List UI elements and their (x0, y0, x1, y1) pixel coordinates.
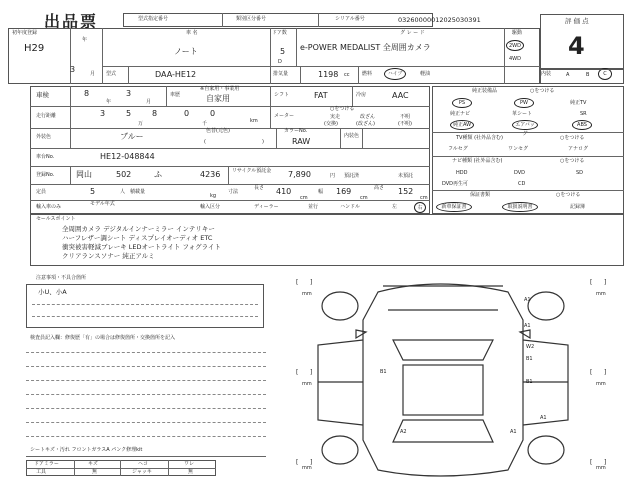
category-no-label: 類別区分番号 (236, 16, 267, 22)
height-unit: cm (420, 195, 428, 201)
damage-mark-1: A1 (524, 297, 531, 303)
model-year-label: モデル年式 (90, 201, 115, 207)
height-label: 高さ (374, 185, 385, 191)
import-dealer[interactable]: ディーラー (254, 204, 279, 210)
docs-record[interactable]: 記録簿 (570, 204, 586, 210)
svg-text:[: [ (296, 459, 299, 466)
mileage-digit-2: 5 (126, 109, 132, 118)
displacement-value: 1198 (318, 70, 339, 79)
damage-mark-8: A2 (400, 429, 407, 435)
chassis-label: 車台No. (36, 154, 55, 160)
inspection-label: 車検 (36, 91, 49, 99)
car-name-label: 車 名 (186, 30, 198, 36)
doors-suffix: D (278, 59, 282, 65)
import-only-label: 輸入車のみ (36, 204, 62, 210)
unit-mm-2: mm (596, 291, 606, 297)
tv-label: TV種類 (社外品含む) (456, 135, 503, 141)
meter-sub-3: (不明) (398, 121, 412, 127)
svg-text:]: ] (604, 369, 607, 376)
damage-mark-4: B1 (526, 356, 533, 362)
svg-text:]: ] (604, 279, 607, 286)
interior-label: 内装 (541, 71, 552, 77)
tv-note: ○をつける (560, 135, 585, 141)
docs-note: ○をつける (556, 192, 581, 198)
navi-dvd-play[interactable]: DVD再生可 (442, 181, 469, 187)
std-equip-note: ○をつける (530, 88, 555, 94)
usage-label: 車歴 (170, 92, 181, 98)
meter-sub-2: (改ざん) (356, 121, 375, 127)
reg-class: 502 (116, 170, 132, 179)
legend-h2: キズ (88, 461, 98, 467)
recycle-status[interactable]: 預託済 (344, 173, 360, 179)
grade-points: 4 (568, 32, 585, 60)
inspection-month: 3 (126, 89, 132, 98)
meter-mark-note: ○をつける (330, 106, 355, 112)
grade-value: e-POWER MEDALIST 全周囲カメラ (300, 43, 431, 52)
damage-mark-6: B1 (526, 379, 533, 385)
mileage-unit-sen: 千 (202, 121, 208, 127)
form-title: 出品票 (44, 12, 99, 31)
legend-h1: ドアミラー (34, 461, 59, 467)
load-unit: kg (210, 193, 217, 199)
color-change-open: ( (204, 139, 206, 145)
legend-h4: ワレ (184, 461, 195, 467)
colorno-label: カラーNo. (284, 128, 308, 134)
sales-line-3: 衝突被害軽減ブレーキ LEDオートライト フォグライト (62, 243, 221, 251)
dims-label: 寸法 (228, 189, 239, 195)
legend-v4: 無 (188, 469, 194, 475)
color-value: ブルー (120, 132, 144, 141)
navi-sd[interactable]: SD (576, 170, 584, 176)
first-reg-label: 初年度登録 (12, 30, 38, 36)
unit-mm-4: mm (596, 381, 606, 387)
legend-v2: 無 (92, 469, 98, 475)
reg-region: 岡山 (76, 170, 92, 179)
sales-line-4: クリアランスソナー 純正アルミ (62, 252, 155, 260)
mileage-unit: km (250, 118, 258, 124)
equip-std-tv[interactable]: 純正TV (570, 100, 587, 106)
mileage-digit-3: 8 (152, 109, 158, 118)
equip-airbag[interactable]: エアバッグ (512, 120, 538, 130)
navi-note: ○をつける (560, 158, 585, 164)
handle-right[interactable]: 右 (414, 202, 426, 213)
dealer-no-label: 型式指定番号 (138, 16, 169, 22)
model-label: 型式 (106, 71, 117, 77)
damage-mark-3: W2 (526, 344, 535, 350)
equip-abs[interactable]: ABS (572, 120, 592, 130)
legend-h3: ヘコ (138, 461, 149, 467)
reg-kana: ふ (154, 170, 162, 179)
svg-text:[: [ (590, 369, 593, 376)
grade-points-label: 評 価 点 (565, 17, 589, 25)
capacity-label: 定員 (36, 189, 47, 195)
equip-leather[interactable]: 革シート (512, 111, 533, 117)
displacement-label: 排気量 (273, 71, 289, 77)
fuel-hybrid[interactable]: ハイブ (384, 68, 406, 80)
inspection-year: 8 (84, 89, 90, 98)
docs-warranty[interactable]: 新車保証書 (436, 202, 472, 212)
mileage-digit-1: 3 (100, 109, 106, 118)
interior-c[interactable]: C (598, 68, 612, 80)
shift-value: FAT (314, 91, 328, 100)
color-change-close: ) (262, 139, 264, 145)
grade-label: グ レ ー ド (400, 30, 425, 36)
meter-tampered[interactable]: 改ざん (360, 114, 376, 120)
interior-color-label: 内装色 (344, 133, 360, 139)
doors-label: ドア数 (272, 30, 287, 36)
bottom-notes: シートキズ・汚れ フロントガラスA パンク修理kit (30, 447, 143, 453)
handle-left[interactable]: 左 (392, 204, 398, 210)
drive-4wd[interactable]: 4WD (509, 56, 521, 62)
color-label: 外装色 (36, 134, 52, 140)
aircon-label: 冷房 (356, 92, 367, 98)
svg-text:[: [ (296, 279, 299, 286)
shift-label: シフト (274, 92, 290, 98)
import-parallel[interactable]: 並行 (308, 204, 319, 210)
svg-text:]: ] (310, 279, 313, 286)
car-damage-diagram (278, 270, 638, 480)
damage-mark-2: A1 (524, 323, 531, 329)
usage-value: 自家用 (206, 94, 230, 103)
mileage-label: 走行距離 (36, 113, 57, 119)
era-year: H29 (24, 43, 45, 54)
navi-dvd[interactable]: DVD (514, 170, 526, 176)
unit-mm-3: mm (302, 381, 312, 387)
tv-oneseg[interactable]: ワンセグ (508, 146, 529, 152)
recycle-unit: 円 (330, 173, 336, 179)
repair-label: 検査員記入欄：修復歴「有」の場合は修復箇所・交換箇所を記入 (30, 335, 176, 341)
displacement-unit: cc (344, 72, 350, 78)
interior-b[interactable]: B (586, 72, 590, 78)
legend-v1: 工具 (36, 469, 47, 475)
mileage-unit-man: 万 (138, 121, 144, 127)
aircon-value: AAC (392, 91, 409, 100)
std-equip-label: 純正装備品 (472, 88, 498, 94)
equip-aw[interactable]: 純正AW (450, 120, 474, 130)
width-value: 169 (336, 187, 352, 196)
tv-fullseg[interactable]: フルセグ (448, 146, 468, 152)
svg-text:]: ] (310, 369, 313, 376)
tv-analog[interactable]: アナログ (568, 146, 589, 152)
equip-sr[interactable]: SR (580, 111, 587, 117)
unit-mm-5: mm (302, 465, 312, 471)
legend-v3: ジャッキ (132, 469, 152, 475)
colorno-value: RAW (292, 137, 311, 146)
navi-hdd[interactable]: HDD (456, 170, 468, 176)
svg-text:]: ] (604, 459, 607, 466)
docs-label: 保証書類 (470, 192, 491, 198)
doors-value: 5 (280, 47, 286, 56)
equip-ps[interactable]: PS (452, 98, 472, 108)
navi-cd[interactable]: CD (518, 181, 526, 187)
svg-text:[: [ (590, 279, 593, 286)
drive-label: 駆動 (512, 30, 523, 36)
color-change-label: 色替(元色) (206, 128, 230, 134)
drive-2wd[interactable]: 2WD (506, 40, 524, 51)
damage-mark-5: B1 (380, 369, 387, 375)
width-label: 幅 (318, 189, 324, 195)
interior-a[interactable]: A (566, 72, 570, 78)
import-type-label: 輸入区分 (200, 204, 221, 210)
usage-note: ※自家用・事業用 (200, 86, 240, 92)
svg-text:]: ] (310, 459, 313, 466)
inspection-month-unit: 月 (146, 99, 152, 105)
capacity-value: 5 (90, 187, 96, 196)
equip-pw[interactable]: PW (514, 98, 534, 108)
height-value: 152 (398, 187, 414, 196)
first-reg-month: 3 (70, 65, 76, 74)
recycle-label: リサイクル預託金 (232, 168, 272, 174)
month-label: 月 (90, 71, 96, 77)
mileage-digit-5: 0 (210, 109, 216, 118)
unit-mm-6: mm (596, 465, 606, 471)
reg-number: 4236 (200, 170, 221, 179)
damage-mark-9: A1 (510, 429, 517, 435)
capacity-unit: 人 (120, 189, 126, 195)
width-unit: cm (360, 195, 368, 201)
meter-label: メーター (274, 113, 295, 119)
notes-text: 小U、小A (38, 288, 67, 296)
length-label: 長さ (254, 185, 265, 191)
reg-label: 登録No. (36, 172, 55, 178)
serial-label: シリアル番号 (335, 16, 365, 22)
length-unit: cm (300, 195, 308, 201)
damage-mark-7: A1 (540, 415, 547, 421)
fuel-label: 燃料 (362, 71, 373, 77)
recycle-value: 7,890 (288, 170, 311, 179)
docs-manual[interactable]: 取扱説明書 (502, 202, 538, 212)
year-label: 年 (82, 37, 88, 43)
recycle-not[interactable]: 未預託 (398, 173, 414, 179)
notes-label: 注意事項・不具合箇所 (36, 275, 87, 281)
inspection-year-unit: 年 (106, 99, 112, 105)
fuel-light-oil[interactable]: 軽油 (420, 71, 431, 77)
equip-std-navi[interactable]: 純正ナビ (450, 111, 471, 117)
mileage-digit-4: 0 (184, 109, 190, 118)
unit-mm-1: mm (302, 291, 312, 297)
meter-actual[interactable]: 実走 (330, 114, 341, 120)
navi-label: ナビ種類 (社外品含む) (452, 158, 503, 164)
length-value: 410 (276, 187, 292, 196)
meter-unknown[interactable]: 不明 (400, 114, 411, 120)
car-name: ノート (174, 47, 198, 56)
load-label: 積載量 (130, 189, 146, 195)
handle-label: ハンドル (340, 204, 361, 210)
chassis-value: HE12-048844 (100, 152, 155, 161)
model-value: DAA-HE12 (155, 70, 197, 79)
svg-text:[: [ (590, 459, 593, 466)
svg-text:[: [ (296, 369, 299, 376)
sales-points-label: セールスポイント (36, 216, 76, 222)
sales-line-2: ハーフレザー調シート ディスプレイオーディオ ETC (62, 234, 213, 242)
serial-number: 03260000012025030391 (398, 16, 481, 24)
meter-sub-1: (交換) (324, 121, 338, 127)
sales-line-1: 全周囲カメラ デジタルインナーミラー インテリキー (62, 225, 215, 233)
